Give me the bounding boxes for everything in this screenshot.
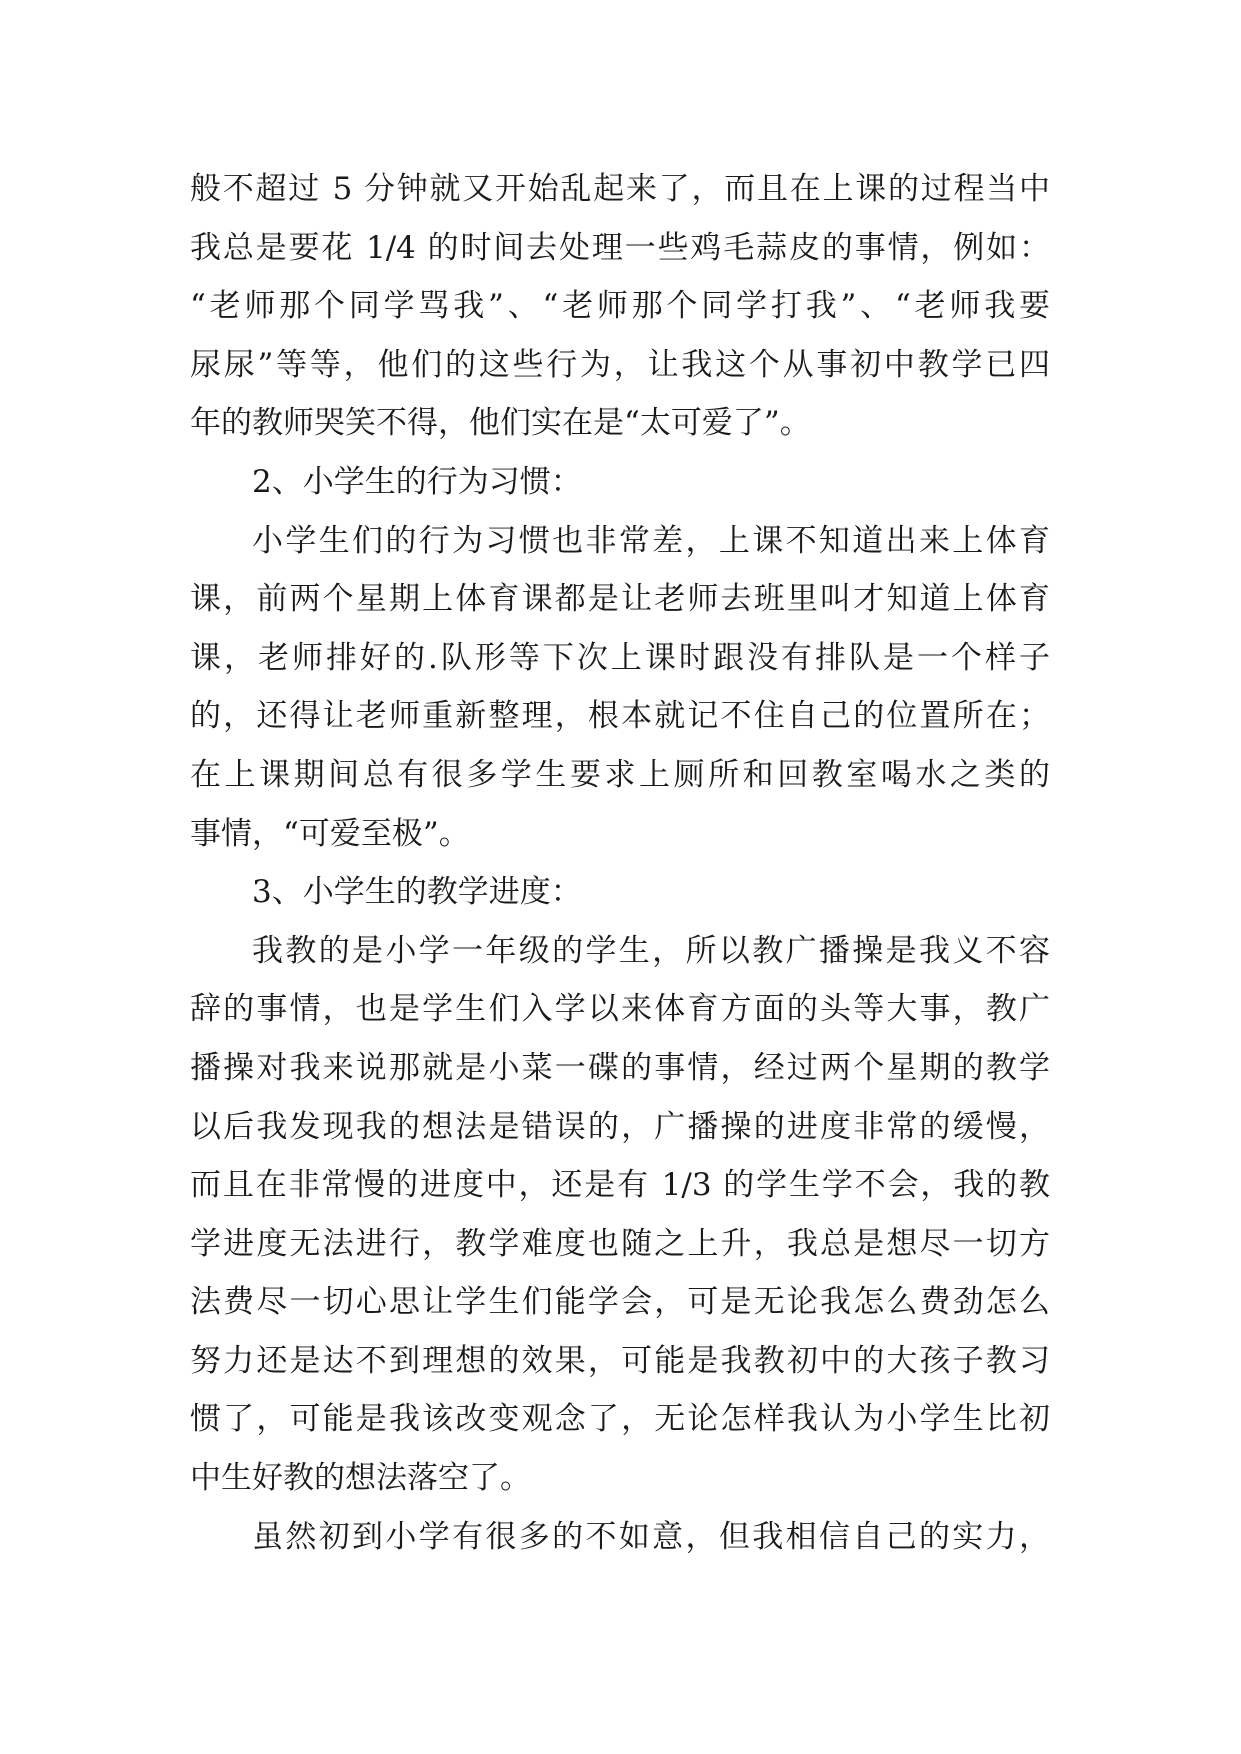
text-line: 年的教师哭笑不得，他们实在是“太可爱了”。 xyxy=(190,405,811,442)
text-line: 尿尿”等等，他们的这些行为，让我这个从事初中教学已四 xyxy=(190,346,1050,383)
text-line: 在上课期间总有很多学生要求上厕所和回教室喝水之类的 xyxy=(190,756,1050,793)
paragraph-first-line: 虽然初到小学有很多的不如意，但我相信自己的实力， xyxy=(252,1518,1050,1555)
text-line: 课，老师排好的.队形等下次上课时跟没有排队是一个样子 xyxy=(190,639,1050,676)
text-line: 而且在非常慢的进度中，还是有 1/3 的学生学不会，我的教 xyxy=(190,1167,1050,1204)
text-line: 事情，“可爱至极”。 xyxy=(190,815,470,852)
text-line: 惯了，可能是我该改变观念了，无论怎样我认为小学生比初 xyxy=(190,1401,1050,1438)
text-line: 中生好教的想法落空了。 xyxy=(190,1460,531,1497)
text-line: 播操对我来说那就是小菜一碟的事情，经过两个星期的教学 xyxy=(190,1049,1050,1086)
text-line: “老师那个同学骂我”、“老师那个同学打我”、“老师我要 xyxy=(190,288,1050,325)
text-line: 学进度无法进行，教学难度也随之上升，我总是想尽一切方 xyxy=(190,1225,1050,1262)
text-line: 般不超过 5 分钟就又开始乱起来了，而且在上课的过程当中 xyxy=(190,171,1050,207)
text-line: 课，前两个星期上体育课都是让老师去班里叫才知道上体育 xyxy=(190,581,1050,618)
paragraph-first-line: 小学生们的行为习惯也非常差，上课不知道出来上体育 xyxy=(252,522,1050,559)
section-heading: 3、小学生的教学进度： xyxy=(252,874,582,911)
text-line: 的，还得让老师重新整理，根本就记不住自己的位置所在； xyxy=(190,698,1050,735)
text-line: 法费尽一切心思让学生们能学会，可是无论我怎么费劲怎么 xyxy=(190,1284,1050,1321)
paragraph-first-line: 我教的是小学一年级的学生，所以教广播操是我义不容 xyxy=(252,932,1050,969)
text-line: 我总是要花 1/4 的时间去处理一些鸡毛蒜皮的事情，例如： xyxy=(190,229,1050,266)
section-heading: 2、小学生的行为习惯： xyxy=(252,463,582,500)
text-line: 以后我发现我的想法是错误的，广播操的进度非常的缓慢， xyxy=(190,1108,1050,1145)
text-line: 辞的事情，也是学生们入学以来体育方面的头等大事，教广 xyxy=(190,991,1050,1028)
document-body xyxy=(190,160,1050,1566)
text-line: 努力还是达不到理想的效果，可能是我教初中的大孩子教习 xyxy=(190,1342,1050,1379)
